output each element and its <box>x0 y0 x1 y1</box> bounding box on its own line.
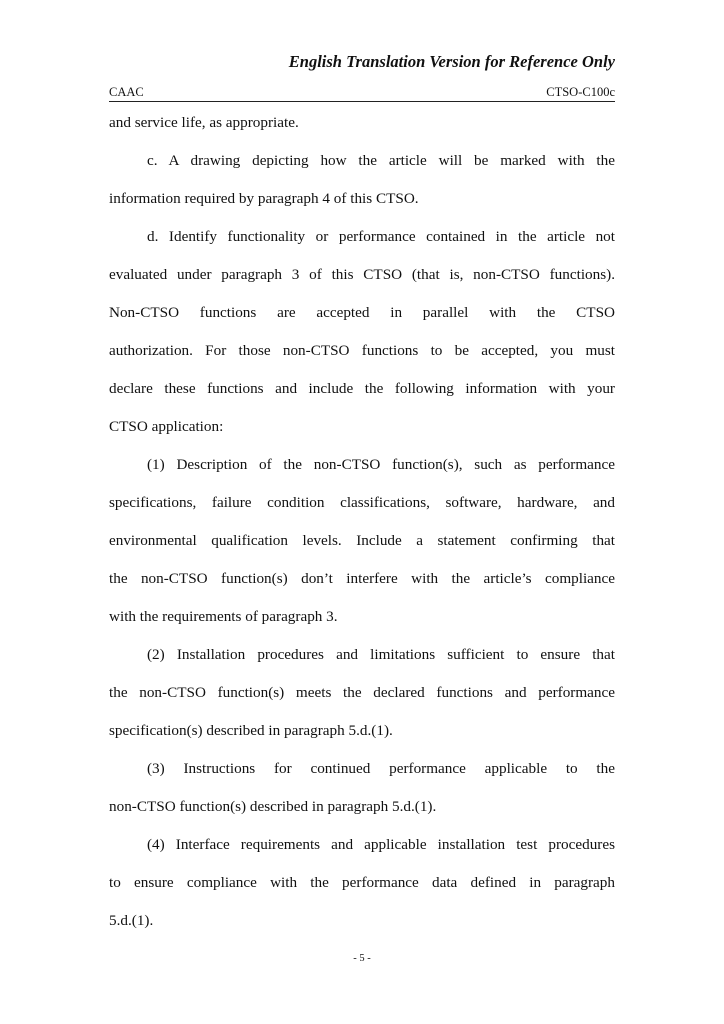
text-line: (4) Interface requirements and applicable installation test procedures <box>147 836 615 853</box>
document-banner-title: English Translation Version for Reference Only <box>288 52 615 71</box>
text-line: and service life, as appropriate. <box>109 114 299 131</box>
text-line: to ensure compliance with the performance data defined in paragraph <box>109 874 615 891</box>
text-line: specifications, failure condition classifications, software, hardware, and <box>109 494 615 511</box>
text-line: (2) Installation procedures and limitations sufficient to ensure that <box>147 646 615 663</box>
page-number: - 5 - <box>353 953 371 964</box>
text-line: (3) Instructions for continued performance applicable to the <box>147 760 615 777</box>
text-line: evaluated under paragraph 3 of this CTSO (that is, non-CTSO functions). <box>109 266 615 283</box>
text-line: c. A drawing depicting how the article will be marked with the <box>147 152 615 169</box>
text-line: Non-CTSO functions are accepted in parallel with the CTSO <box>109 304 615 321</box>
text-line: with the requirements of paragraph 3. <box>109 608 338 625</box>
text-line: (1) Description of the non-CTSO function(s), such as performance <box>147 456 615 473</box>
text-line: 5.d.(1). <box>109 912 154 929</box>
text-line: specification(s) described in paragraph 5.d.(1). <box>109 722 393 739</box>
header-organization: CAAC <box>109 85 144 99</box>
text-line: the non-CTSO function(s) meets the declared functions and performance <box>109 684 615 701</box>
text-line: information required by paragraph 4 of this CTSO. <box>109 190 419 207</box>
text-line: d. Identify functionality or performance contained in the article not <box>147 228 615 245</box>
text-line: the non-CTSO function(s) don’t interfere with the article’s compliance <box>109 570 615 587</box>
text-line: environmental qualification levels. Include a statement confirming that <box>109 532 615 549</box>
text-line: CTSO application: <box>109 418 224 435</box>
text-line: declare these functions and include the following information with your <box>109 380 615 397</box>
text-line: authorization. For those non-CTSO functions to be accepted, you must <box>109 342 615 359</box>
header-rule <box>109 101 615 102</box>
header-document-id: CTSO-C100c <box>546 85 615 99</box>
text-line: non-CTSO function(s) described in paragraph 5.d.(1). <box>109 798 437 815</box>
